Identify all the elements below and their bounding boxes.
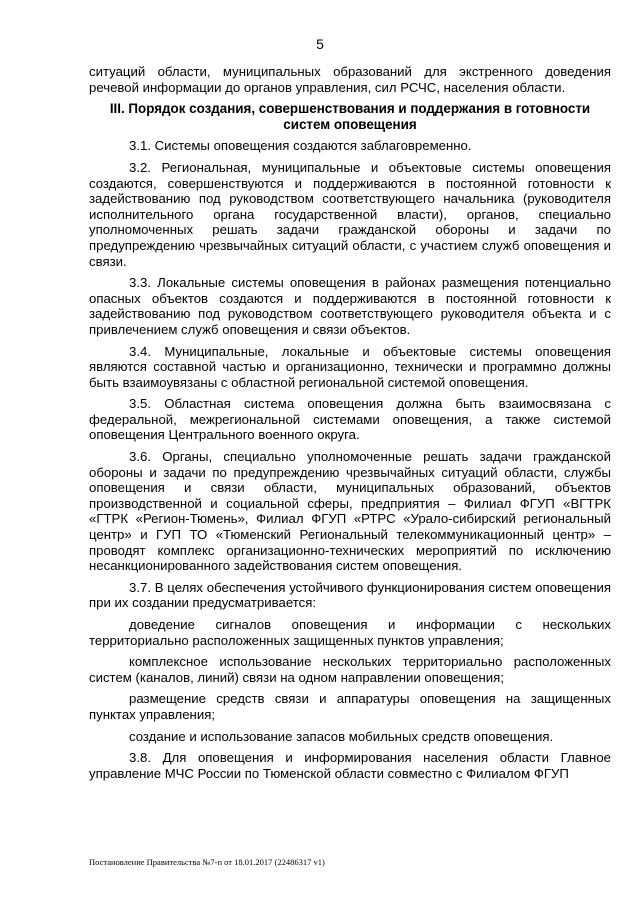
continuation-paragraph: ситуаций области, муниципальных образований для экстренного доведения речевой информации до органов управления, сил РСЧС, населения области. <box>89 64 611 95</box>
list-item-equipment: размещение средств связи и аппаратуры оповещения на защищенных пунктах управления; <box>89 691 611 722</box>
section-heading: III. Порядок создания, совершенствования и поддержания в готовности систем оповещения <box>109 101 591 132</box>
paragraph-3-8: 3.8. Для оповещения и информирования населения области Главное управление МЧС России по Тюменской области совместно с Филиалом ФГУП <box>89 750 611 781</box>
page-number: 5 <box>316 36 324 52</box>
list-item-mobile-reserves: создание и использование запасов мобильных средств оповещения. <box>129 728 554 744</box>
list-item-channels: комплексное использование нескольких территориально расположенных систем (каналов, линий) связи на одном направлении оповещения; <box>89 654 611 685</box>
paragraph-3-7: 3.7. В целях обеспечения устойчивого функционирования систем оповещения при их создании предусматривается: <box>89 579 611 611</box>
paragraph-3-5: 3.5. Областная система оповещения должна быть взаимосвязана с федеральной, межрегиональной системами оповещения, а также системой оповещения Центрального военного округа. <box>89 396 611 443</box>
document-footer: Постановление Правительства №7-п от 18.01.2017 (22486317 v1) <box>89 857 325 867</box>
paragraph-3-3: 3.3. Локальные системы оповещения в районах размещения потенциально опасных объектов создаются и поддерживаются в постоянной готовности к задействованию под руководством соответствующего руководителя объекта и с привлечением служб оповещения и связи объектов. <box>89 275 611 337</box>
document-body <box>89 64 611 781</box>
paragraph-3-2: 3.2. Региональная, муниципальные и объектовые системы оповещения создаются, совершенствуются и поддерживаются в постоянной готовности к задействованию под руководством соответствующего начальника (руководителя исполнительного органа государственной власти), органов, специально уполномоченных решать задачи гражданской обороны и задачи по предупреждению чрезвычайных ситуаций области, с участием служб оповещения и связи. <box>89 159 611 269</box>
paragraph-3-1: 3.1. Системы оповещения создаются заблаговременно. <box>129 138 472 154</box>
paragraph-3-4: 3.4. Муниципальные, локальные и объектовые системы оповещения являются составной частью и организационно, технически и программно должны быть взаимоувязаны с областной региональной системой оповещения. <box>89 343 611 390</box>
paragraph-3-6: 3.6. Органы, специально уполномоченные решать задачи гражданской обороны и задачи по предупреждению чрезвычайных ситуаций области, службы оповещения и связи области, муниципальных образований, объектов производственной и социальной сферы, предприятия – Филиал ФГУП «ВГТРК «ГТРК «Регион-Тюмень», Филиал ФГУП «РТРС «Урало-сибирский региональный центр» и ГУП ТО «Тюменский Региональный телекоммуникационный центр» – проводят комплекс организационно-технических мероприятий по исключению несанкционированного задействования систем оповещения. <box>89 449 611 574</box>
list-item-signals: доведение сигналов оповещения и информации с нескольких территориально расположенных защищенных пунктов управления; <box>89 617 611 648</box>
